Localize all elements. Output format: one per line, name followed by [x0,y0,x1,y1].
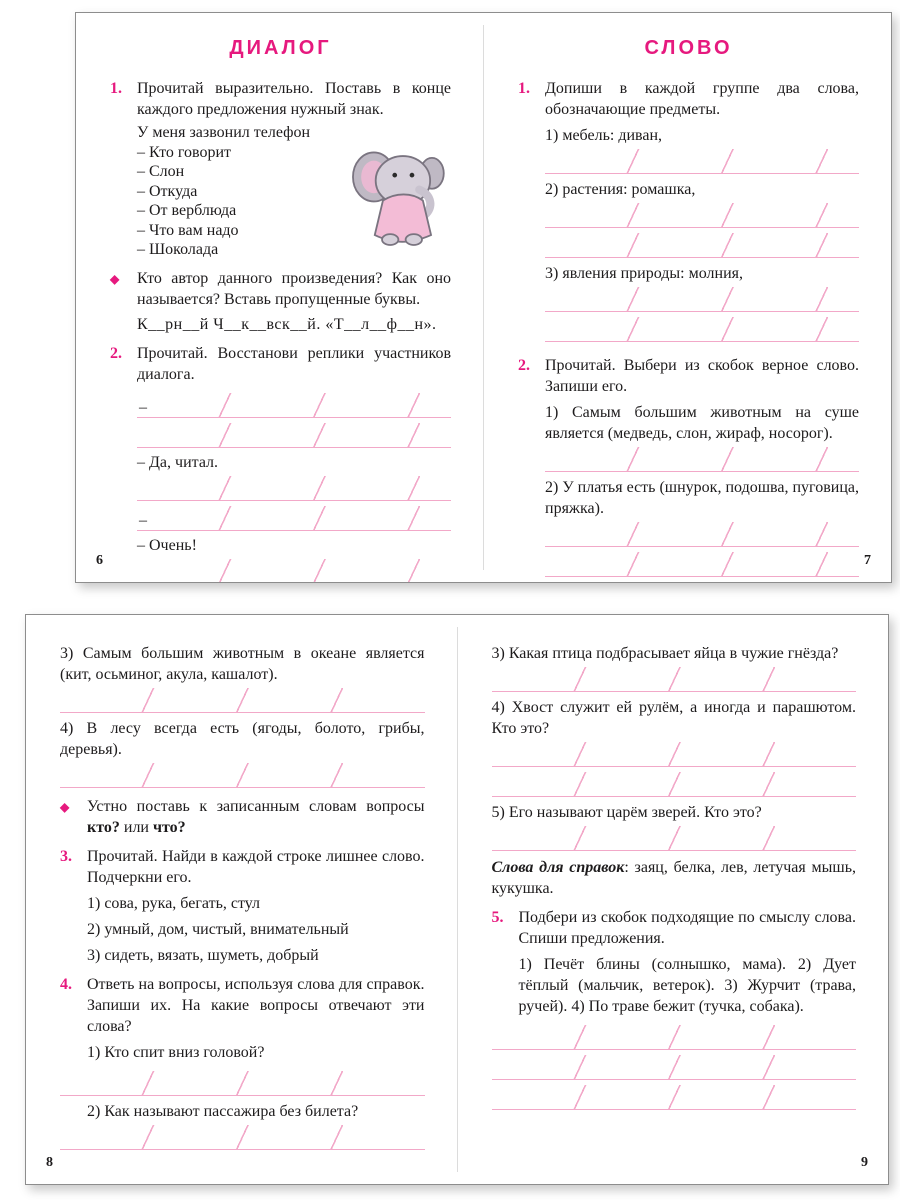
writing-line [545,552,859,577]
question: 1) Кто спит вниз головой? [87,1044,265,1061]
writing-line [492,667,857,692]
poem-line: – Слон [137,163,185,180]
writing-line [60,1125,425,1150]
dialog-reply: – Очень! [137,537,197,554]
writing-line [545,233,859,258]
task-text: Подбери из скобок подходящие по смыслу слова. Спиши предложения. [518,909,856,947]
page-6-header: ДИАЛОГ [229,37,332,59]
spread-pages-8-9 [25,614,889,1185]
page-7-header: СЛОВО [644,37,733,59]
task-2 [110,343,451,385]
task-number: 2. [518,357,530,374]
poem-line: – От верблюда [137,202,237,219]
task-body: 1) Печёт блины (солнышко, мама). 2) Дует тёплый (мальчик, ветерок). 3) Журчит (трава, ручей). 4) По траве бежит (тучка, собака). [518,956,856,1015]
task-1 [110,78,451,260]
writing-line [137,423,451,448]
page-number: 7 [864,553,871,568]
task-number: 3. [60,848,72,865]
writing-line [492,1055,857,1080]
question: 4) Хвост служит ей рулём, а иногда и парашютом. Кто это? [491,699,856,737]
page-8 [26,615,457,1184]
task-number: 5. [491,909,504,926]
question: 5) Его называют царём зверей. Кто это? [491,804,762,821]
task-text: Ответь на вопросы, используя слова для справок. Запиши их. На какие вопросы отвечают эти слова? [87,976,425,1035]
task-number: 1. [518,80,530,97]
writing-line [545,287,859,312]
diamond-bullet-icon: ◆ [60,800,70,814]
task-number: 1. [110,80,122,97]
poem-line: – Кто говорит [137,143,232,161]
sentence: 1) Самым большим животным на суше является (медведь, слон, жираф, носорог). [545,404,859,442]
spread-pages-6-7 [75,12,892,583]
word-row: 2) умный, дом, чистый, внимательный [87,921,349,938]
word-row: 1) сова, рука, бегать, стул [87,895,261,912]
task-text: Прочитай выразительно. Поставь в конце каждого предложения нужный знак. [137,80,451,118]
writing-line [492,826,857,851]
poem-line: – Откуда [137,182,198,200]
page-number: 8 [46,1155,53,1170]
writing-line [137,506,451,531]
page-number: 6 [96,553,103,568]
poem-line: – Шоколада [137,241,219,258]
writing-line [545,447,859,472]
poem-block [137,123,451,260]
question: 3) Какая птица подбрасывает яйца в чужие гнёзда? [491,645,839,662]
page-6 [76,13,483,582]
missing-letters-line: К__рн__й Ч__к__вск__й. «Т__л__ф__н». [137,316,437,333]
task-text: Прочитай. Найди в каждой строке лишнее слово. Подчеркни его. [87,848,425,886]
sentence: 2) У платья есть (шнурок, подошва, пуговица, пряжка). [545,479,859,517]
page-7 [484,13,891,582]
task-number: 4. [60,976,72,993]
poem-line: У меня зазвонил телефон [137,124,311,141]
writing-line [137,393,451,418]
elephant-illustration [343,137,461,260]
word-group: 3) явления природы: молния, [545,265,743,282]
writing-line [60,688,425,713]
word-group: 2) растения: ромашка, [545,181,696,198]
writing-line [60,763,425,788]
writing-line [545,522,859,547]
dialog-dash: – [139,512,147,529]
diamond-bullet-icon: ◆ [110,272,120,286]
writing-line [492,742,857,767]
writing-line [137,476,451,501]
task-4 [60,974,425,1063]
task-3 [60,846,425,966]
writing-line [545,203,859,228]
writing-line [545,317,859,342]
poem-line: – Что вам надо [137,221,239,239]
dialog-reply: – Да, читал. [137,454,219,471]
writing-line [492,1085,857,1110]
writing-line [492,1025,857,1050]
task-diamond [110,268,451,335]
task-text: Кто автор данного произведения? Как оно называется? Вставь пропущенные буквы. [137,270,451,308]
task-diamond [60,796,425,838]
task-text: Прочитай. Восстанови реплики участников диалога. [137,345,451,383]
task-text: Устно поставь к записанным словам вопросы кто? или что? [87,798,425,836]
sentence: 4) В лесу всегда есть (ягоды, болото, грибы, деревья). [60,720,425,758]
word-row: 3) сидеть, вязать, шуметь, добрый [87,947,319,964]
task-text: Допиши в каждой группе два слова, обозначающие предметы. [545,80,859,118]
writing-line [492,772,857,797]
page-9 [458,615,889,1184]
question: 2) Как называют пассажира без билета? [87,1103,359,1120]
writing-line [137,559,451,582]
task-number: 2. [110,345,122,362]
dialog-writing-area [137,393,451,582]
writing-line [60,1071,425,1096]
writing-line [545,149,859,174]
task-text: Прочитай. Выбери из скобок верное слово. Запиши его. [545,357,859,395]
page-number: 9 [861,1155,868,1170]
task-5 [492,907,857,1017]
dialog-dash: – [139,399,147,416]
reference-words: Слова для справок: заяц, белка, лев, летучая мышь, кукушка. [491,859,856,897]
task-2 [518,355,859,582]
word-group: 1) мебель: диван, [545,127,663,144]
task-1 [518,78,859,347]
sentence: 3) Самым большим животным в океане является (кит, осьминог, акула, кашалот). [60,645,425,683]
